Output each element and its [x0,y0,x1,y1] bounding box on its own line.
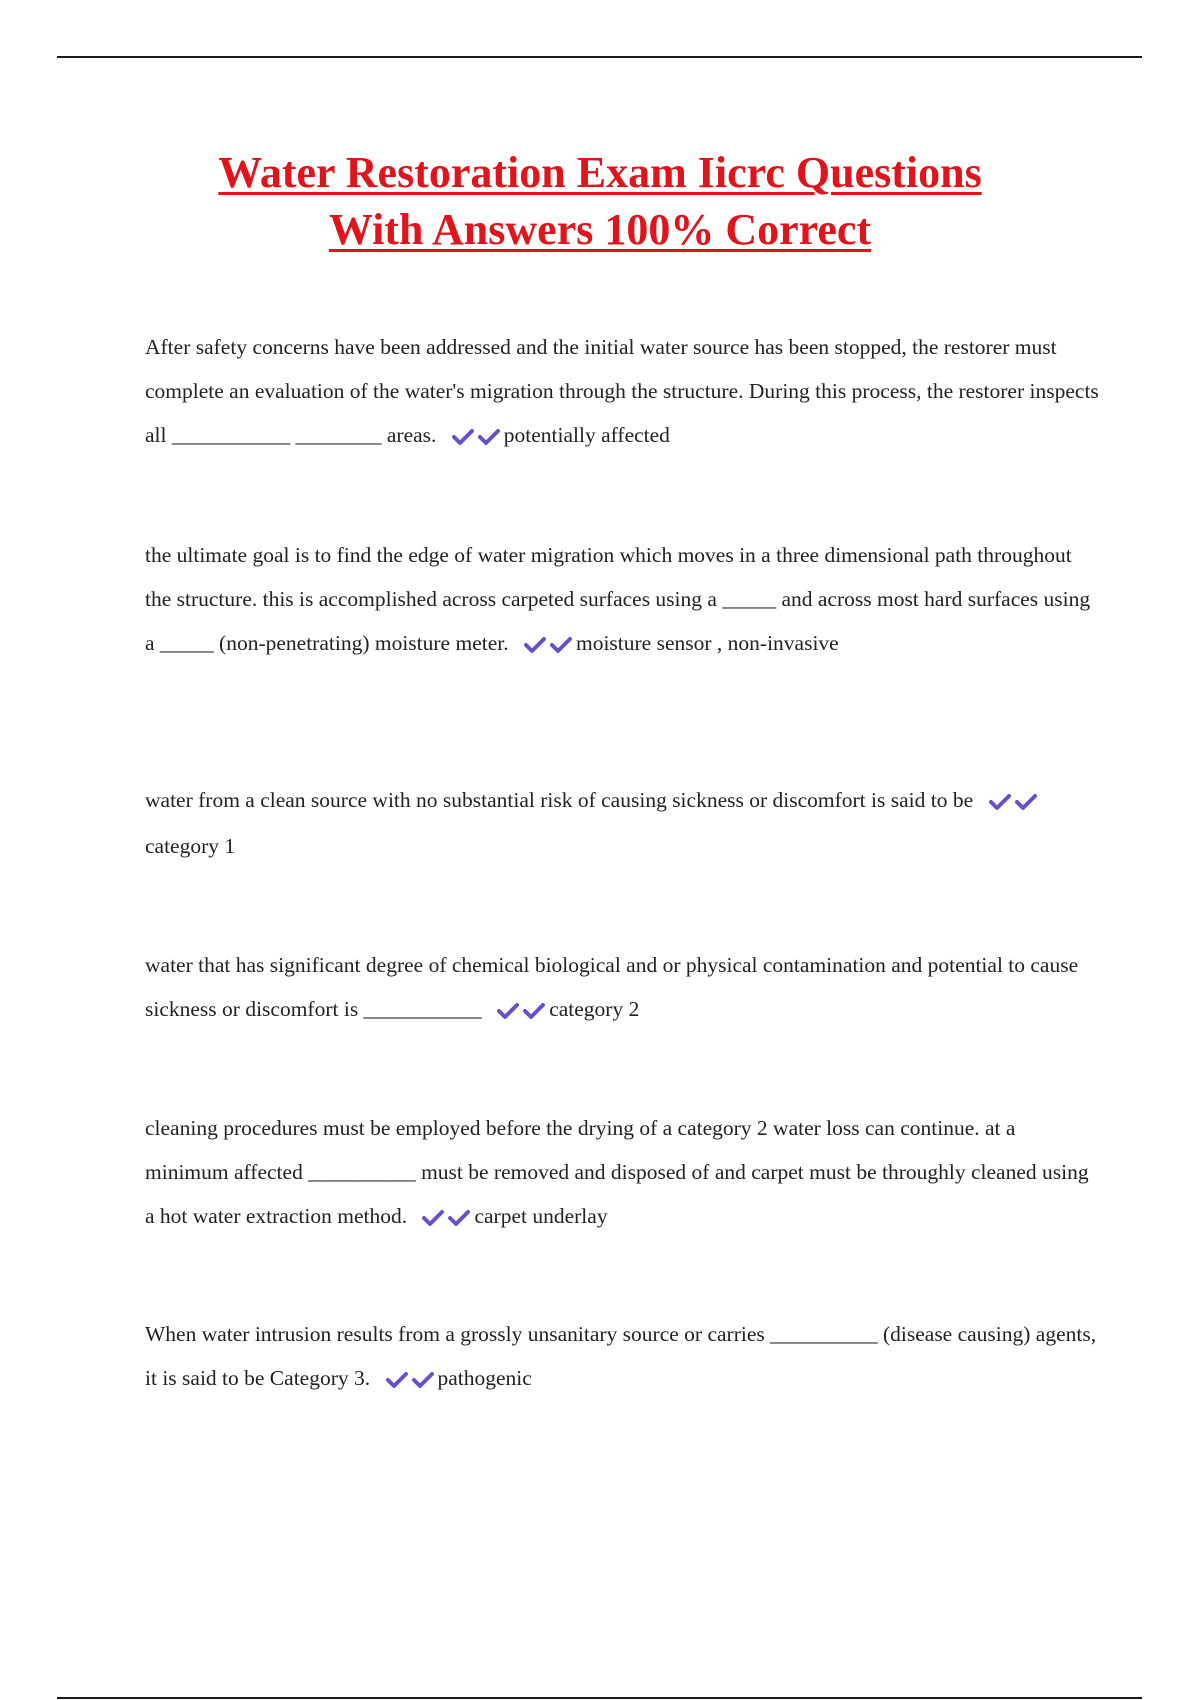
question-text: the ultimate goal is to find the edge of water migration which moves in a three dimensional path throughout the structure. this is accomplished across carpeted surfaces using a _____ and across most hard surfaces using a _____ (non-penetrating) moisture meter. [145,543,1091,655]
double-check-icon [524,621,574,665]
qa-item-3 [145,778,1100,868]
qa-item-6 [145,1312,1100,1402]
double-check-icon [989,778,1039,822]
answer-text: pathogenic [437,1366,532,1390]
question-text: When water intrusion results from a grossly unsanitary source or carries __________ (disease causing) agents, it is said to be Category 3. [145,1322,1097,1390]
double-check-icon [452,413,502,457]
qa-item-1 [145,325,1100,459]
double-check-icon [422,1194,472,1238]
question-text: water from a clean source with no substantial risk of causing sickness or discomfort is said to be [145,788,974,812]
answer-text: potentially affected [503,423,670,447]
header-rule [57,56,1142,58]
title-line-2: With Answers 100% Correct [328,205,872,254]
footer-rule [57,1697,1142,1699]
answer-text: category 2 [549,997,640,1021]
question-text: After safety concerns have been addressed and the initial water source has been stopped, the restorer must complete an evaluation of the water's migration through the structure. During this process, the restorer inspects all ___________ ________ areas. [145,335,1099,447]
double-check-icon [497,987,547,1031]
qa-item-5 [145,1106,1100,1240]
qa-item-4 [145,943,1100,1033]
document-title [100,144,1100,258]
title-line-1: Water Restoration Exam Iicrc Questions [218,148,982,197]
answer-text: carpet underlay [474,1204,608,1228]
answer-text: moisture sensor , non-invasive [575,631,839,655]
double-check-icon [386,1356,436,1400]
question-text: water that has significant degree of chemical biological and or physical contamination and potential to cause sickness or discomfort is ___________ [145,953,1079,1021]
qa-item-2 [145,533,1100,667]
question-text: cleaning procedures must be employed before the drying of a category 2 water loss can continue. at a minimum affected __________ must be removed and disposed of and carpet must be throughly cleaned using a hot water extraction method. [145,1116,1089,1228]
answer-text: category 1 [145,834,236,859]
